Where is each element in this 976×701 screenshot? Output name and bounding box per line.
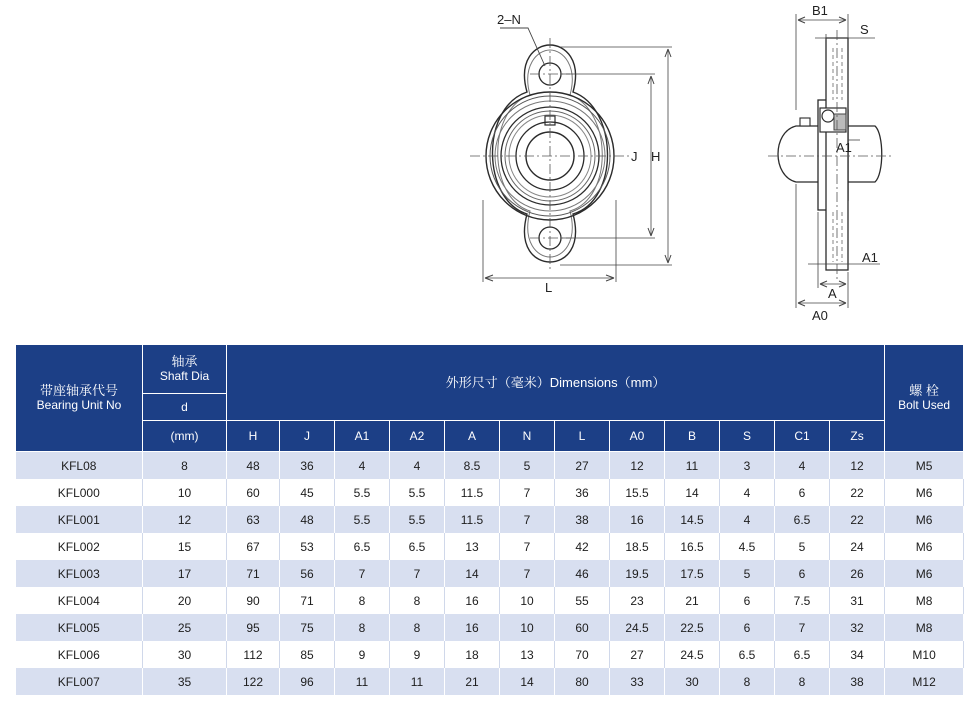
table-cell: 80 (555, 668, 610, 695)
table-cell: 7 (335, 560, 390, 587)
table-cell: 38 (555, 506, 610, 533)
label-2n: 2–N (497, 12, 521, 27)
header-unit: (mm) (143, 421, 227, 452)
table-cell: 27 (555, 452, 610, 480)
header-col-a0: A0 (610, 421, 665, 452)
cell-model: KFL005 (16, 614, 143, 641)
table-cell: 95 (227, 614, 280, 641)
cell-model: KFL002 (16, 533, 143, 560)
header-col-c1: C1 (775, 421, 830, 452)
table-cell: 18.5 (610, 533, 665, 560)
table-cell: 60 (555, 614, 610, 641)
table-cell: 16 (445, 614, 500, 641)
table-cell: 4 (720, 479, 775, 506)
label-a1: A1 (862, 250, 878, 265)
table-cell: 36 (280, 452, 335, 480)
table-cell: 8 (335, 614, 390, 641)
header-col-a1: A1 (335, 421, 390, 452)
table-cell: 45 (280, 479, 335, 506)
table-cell: 5.5 (390, 506, 445, 533)
table-row (16, 533, 964, 560)
table-cell: 7 (500, 533, 555, 560)
table-cell: 8 (390, 614, 445, 641)
cell-model: KFL007 (16, 668, 143, 695)
table-cell: 10 (143, 479, 227, 506)
table-row (16, 614, 964, 641)
header-col-a2: A2 (390, 421, 445, 452)
table-cell: 46 (555, 560, 610, 587)
cell-bolt: M5 (885, 452, 964, 480)
header-col-l: L (555, 421, 610, 452)
cell-model: KFL004 (16, 587, 143, 614)
table-cell: 12 (143, 506, 227, 533)
table-cell: 4.5 (720, 533, 775, 560)
table-cell: 30 (665, 668, 720, 695)
table-cell: 11 (335, 668, 390, 695)
header-col-s: S (720, 421, 775, 452)
label-h: H (651, 149, 661, 164)
table-cell: 33 (610, 668, 665, 695)
front-view (470, 28, 672, 282)
table-cell: 6 (720, 587, 775, 614)
table-cell: 18 (445, 641, 500, 668)
table-cell: 15 (143, 533, 227, 560)
table-cell: 53 (280, 533, 335, 560)
table-cell: 13 (445, 533, 500, 560)
table-cell: 11 (665, 452, 720, 480)
label-c1: A1 (836, 140, 852, 155)
header-bearing-unit (16, 345, 143, 452)
header-bolt (885, 345, 964, 452)
table-cell: 21 (665, 587, 720, 614)
table-cell: 25 (143, 614, 227, 641)
table-cell: 9 (335, 641, 390, 668)
table-cell: 21 (445, 668, 500, 695)
table-cell: 5.5 (335, 479, 390, 506)
technical-drawing (0, 0, 976, 335)
table-cell: 30 (143, 641, 227, 668)
table-cell: 22.5 (665, 614, 720, 641)
table-cell: 4 (720, 506, 775, 533)
table-cell: 8 (720, 668, 775, 695)
table-cell: 8 (143, 452, 227, 480)
table-cell: 10 (500, 614, 555, 641)
cell-bolt: M6 (885, 506, 964, 533)
table-cell: 5 (500, 452, 555, 480)
table-cell: 4 (775, 452, 830, 480)
table-cell: 55 (555, 587, 610, 614)
table-cell: 8 (390, 587, 445, 614)
table-cell: 85 (280, 641, 335, 668)
table-cell: 90 (227, 587, 280, 614)
table-cell: 6 (720, 614, 775, 641)
table-cell: 24.5 (665, 641, 720, 668)
label-s: S (860, 22, 869, 37)
table-row (16, 560, 964, 587)
cell-bolt: M8 (885, 587, 964, 614)
cell-model: KFL000 (16, 479, 143, 506)
table-cell: 26 (830, 560, 885, 587)
table-cell: 4 (335, 452, 390, 480)
header-bolt-cn: 螺 栓 (909, 383, 939, 398)
table-cell: 10 (500, 587, 555, 614)
header-dimensions (227, 345, 885, 421)
header-col-n: N (500, 421, 555, 452)
cell-model: KFL08 (16, 452, 143, 480)
table-cell: 5 (720, 560, 775, 587)
table-cell: 3 (720, 452, 775, 480)
label-a: A (828, 286, 837, 301)
table-cell: 7 (390, 560, 445, 587)
table-cell: 12 (830, 452, 885, 480)
header-shaft-symbol: d (143, 394, 227, 421)
table-cell: 7 (775, 614, 830, 641)
header-col-zs: Zs (830, 421, 885, 452)
table-cell: 7.5 (775, 587, 830, 614)
table-cell: 9 (390, 641, 445, 668)
table-cell: 14.5 (665, 506, 720, 533)
table-cell: 8 (335, 587, 390, 614)
header-shaft-cn: 轴承 (171, 354, 198, 369)
table-cell: 16 (610, 506, 665, 533)
table-cell: 48 (227, 452, 280, 480)
table-cell: 96 (280, 668, 335, 695)
table-cell: 60 (227, 479, 280, 506)
label-b1: B1 (812, 3, 828, 18)
table-cell: 70 (555, 641, 610, 668)
label-l: L (545, 280, 553, 295)
table-cell: 32 (830, 614, 885, 641)
table-cell: 6.5 (720, 641, 775, 668)
table-cell: 36 (555, 479, 610, 506)
header-dimensions-label: 外形尺寸（毫米）Dimensions（mm） (445, 375, 666, 390)
cell-model: KFL001 (16, 506, 143, 533)
table-cell: 6.5 (390, 533, 445, 560)
table-cell: 34 (830, 641, 885, 668)
table-cell: 5.5 (390, 479, 445, 506)
table-cell: 17 (143, 560, 227, 587)
table-cell: 22 (830, 506, 885, 533)
table-body (16, 452, 964, 696)
table-cell: 67 (227, 533, 280, 560)
header-col-b: B (665, 421, 720, 452)
table-cell: 16.5 (665, 533, 720, 560)
table-cell: 122 (227, 668, 280, 695)
header-col-j: J (280, 421, 335, 452)
cell-bolt: M6 (885, 479, 964, 506)
table-row (16, 479, 964, 506)
table-cell: 63 (227, 506, 280, 533)
table-cell: 42 (555, 533, 610, 560)
header-col-a: A (445, 421, 500, 452)
cell-model: KFL003 (16, 560, 143, 587)
table-cell: 11.5 (445, 506, 500, 533)
label-a0: A0 (812, 308, 828, 323)
cell-bolt: M10 (885, 641, 964, 668)
header-bearing-unit-en: Bearing Unit No (36, 398, 122, 412)
table-cell: 56 (280, 560, 335, 587)
table-cell: 6 (775, 560, 830, 587)
table-row (16, 452, 964, 480)
table-cell: 15.5 (610, 479, 665, 506)
table-cell: 7 (500, 479, 555, 506)
table-cell: 22 (830, 479, 885, 506)
dimension-table (15, 344, 964, 695)
header-shaft-en: Shaft Dia (159, 369, 210, 383)
table-cell: 11.5 (445, 479, 500, 506)
table-row (16, 641, 964, 668)
cell-model: KFL006 (16, 641, 143, 668)
cell-bolt: M6 (885, 560, 964, 587)
table-cell: 13 (500, 641, 555, 668)
table-cell: 48 (280, 506, 335, 533)
table-cell: 6.5 (775, 506, 830, 533)
table-cell: 14 (445, 560, 500, 587)
label-j: J (631, 149, 638, 164)
table-cell: 17.5 (665, 560, 720, 587)
table-cell: 24 (830, 533, 885, 560)
table-cell: 31 (830, 587, 885, 614)
table-cell: 7 (500, 506, 555, 533)
cell-bolt: M12 (885, 668, 964, 695)
table-cell: 5.5 (335, 506, 390, 533)
table-cell: 12 (610, 452, 665, 480)
table-row (16, 587, 964, 614)
table-cell: 71 (227, 560, 280, 587)
table-cell: 5 (775, 533, 830, 560)
table-cell: 6 (775, 479, 830, 506)
header-bolt-en: Bolt Used (898, 398, 951, 412)
table-cell: 11 (390, 668, 445, 695)
cell-bolt: M8 (885, 614, 964, 641)
table-cell: 16 (445, 587, 500, 614)
cell-bolt: M6 (885, 533, 964, 560)
table-cell: 38 (830, 668, 885, 695)
table-cell: 14 (665, 479, 720, 506)
table-cell: 6.5 (335, 533, 390, 560)
table-cell: 4 (390, 452, 445, 480)
table-row (16, 506, 964, 533)
table-cell: 19.5 (610, 560, 665, 587)
table-row (16, 668, 964, 695)
table-cell: 20 (143, 587, 227, 614)
table-cell: 14 (500, 668, 555, 695)
table-cell: 23 (610, 587, 665, 614)
header-col-h: H (227, 421, 280, 452)
table-cell: 112 (227, 641, 280, 668)
table-cell: 71 (280, 587, 335, 614)
table-cell: 75 (280, 614, 335, 641)
table-cell: 8.5 (445, 452, 500, 480)
table-cell: 24.5 (610, 614, 665, 641)
table-cell: 35 (143, 668, 227, 695)
table-cell: 27 (610, 641, 665, 668)
header-shaft (143, 345, 227, 394)
header-bearing-unit-cn: 带座轴承代号 (39, 383, 118, 398)
table-cell: 6.5 (775, 641, 830, 668)
table-cell: 8 (775, 668, 830, 695)
table-cell: 7 (500, 560, 555, 587)
